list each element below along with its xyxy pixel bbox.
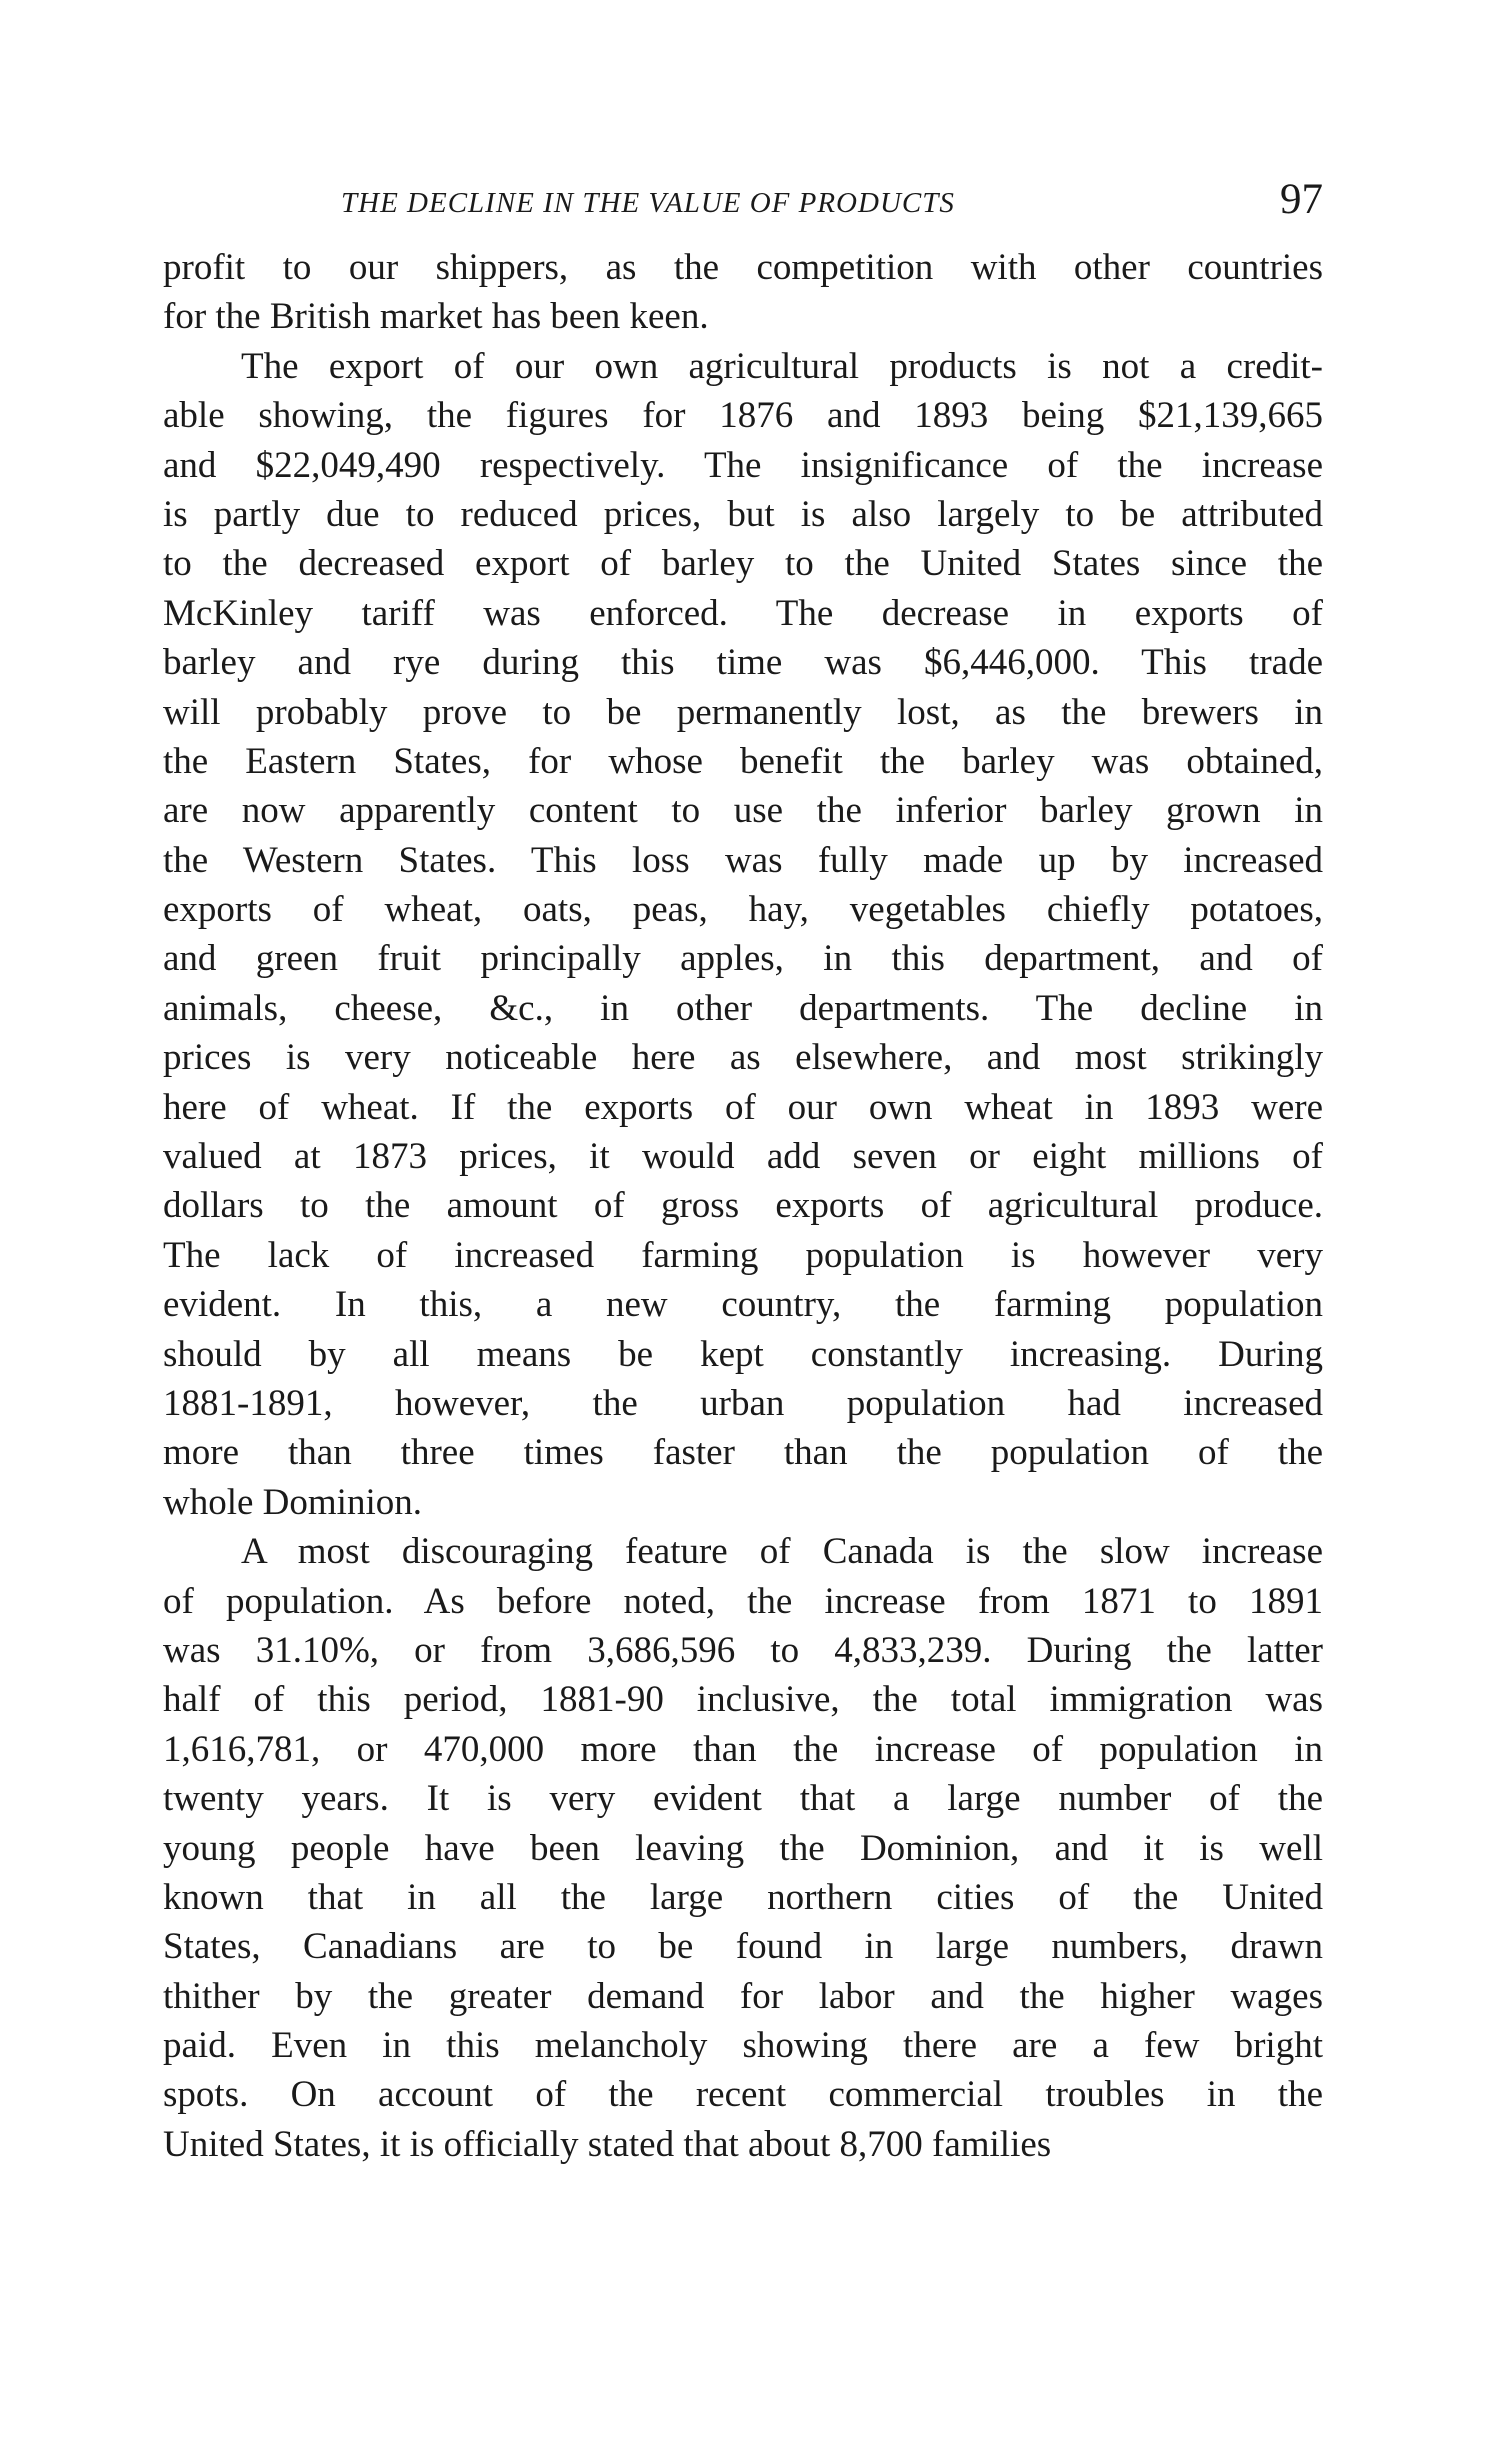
page-number: 97 (1280, 176, 1323, 223)
text-line: twenty years. It is very evident that a large number of the (163, 1778, 1323, 1820)
paragraph (163, 342, 1323, 1527)
text-line: A most discouraging feature of Canada is the slow increase (241, 1531, 1323, 1573)
paragraph (163, 1527, 1323, 2169)
text-line: profit to our shippers, as the competition with other countries (163, 247, 1323, 288)
text-line: The export of our own agricultural products is not a credit- (241, 345, 1323, 387)
text-line: paid. Even in this melancholy showing there are a few bright (163, 2025, 1323, 2067)
text-line: animals, cheese, &c., in other departments. The decline in (163, 987, 1323, 1029)
text-line: dollars to the amount of gross exports of agricultural produce. (163, 1185, 1323, 1227)
text-line: whole Dominion. (163, 1481, 422, 1523)
running-title: THE DECLINE IN THE VALUE OF PRODUCTS (341, 187, 955, 219)
text-line: 1881-1891, however, the urban population had increased (163, 1382, 1323, 1424)
text-line: the Western States. This loss was fully made up by increased (163, 839, 1323, 881)
text-line: here of wheat. If the exports of our own wheat in 1893 were (163, 1086, 1323, 1128)
text-line: barley and rye during this time was $6,446,000. This trade (163, 642, 1323, 684)
text-line: valued at 1873 prices, it would add seven or eight millions of (163, 1136, 1323, 1178)
text-line: prices is very noticeable here as elsewhere, and most strikingly (163, 1037, 1323, 1079)
text-line: McKinley tariff was enforced. The decrease in exports of (163, 592, 1323, 634)
text-line: young people have been leaving the Dominion, and it is well (163, 1827, 1323, 1869)
text-line: The lack of increased farming population is however very (163, 1234, 1323, 1276)
text-line: known that in all the large northern cities of the United (163, 1876, 1323, 1918)
text-line: able showing, the figures for 1876 and 1893 being $21,139,665 (163, 395, 1323, 437)
text-line: spots. On account of the recent commercial troubles in the (163, 2074, 1323, 2116)
text-line: thither by the greater demand for labor and the higher wages (163, 1975, 1323, 2017)
text-line: will probably prove to be permanently lost, as the brewers in (163, 691, 1323, 733)
text-line: was 31.10%, or from 3,686,596 to 4,833,239. During the latter (163, 1629, 1323, 1671)
text-line: 1,616,781, or 470,000 more than the increase of population in (163, 1728, 1323, 1770)
text-line: is partly due to reduced prices, but is also largely to be attributed (163, 493, 1323, 535)
text-line: the Eastern States, for whose benefit the barley was obtained, (163, 740, 1323, 782)
paragraph (163, 243, 1323, 342)
text-line: of population. As before noted, the increase from 1871 to 1891 (163, 1580, 1323, 1622)
text-line: States, Canadians are to be found in large numbers, drawn (163, 1926, 1323, 1968)
text-line: and green fruit principally apples, in this department, and of (163, 938, 1323, 980)
text-line: should by all means be kept constantly increasing. During (163, 1333, 1323, 1375)
text-line: and $22,049,490 respectively. The insignificance of the increase (163, 444, 1323, 486)
text-line: for the British market has been keen. (163, 296, 709, 338)
text-line: are now apparently content to use the inferior barley grown in (163, 790, 1323, 832)
text-line: half of this period, 1881-90 inclusive, the total immigration was (163, 1679, 1323, 1721)
text-line: evident. In this, a new country, the farming population (163, 1284, 1323, 1326)
text-line: United States, it is officially stated that about 8,700 families (163, 2123, 1052, 2165)
text-line: exports of wheat, oats, peas, hay, vegetables chiefly potatoes, (163, 889, 1323, 931)
body-text (163, 243, 1323, 2169)
text-line: more than three times faster than the population of the (163, 1432, 1323, 1474)
running-head (163, 175, 1323, 235)
text-line: to the decreased export of barley to the United States since the (163, 543, 1323, 585)
